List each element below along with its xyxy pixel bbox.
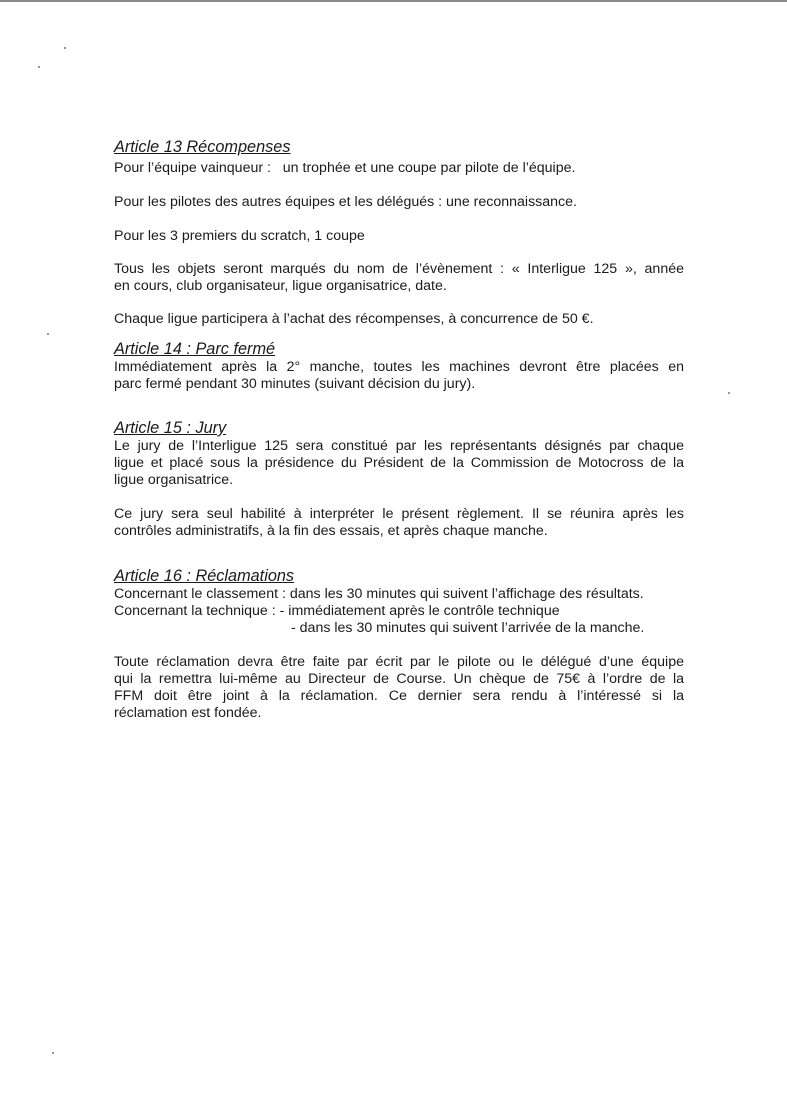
article-15-para-1-line-1: Le jury de l’Interligue 125 sera constitué par les représentants désignés par chaque [114, 438, 684, 454]
scan-speck [38, 66, 40, 68]
claim-technical-row [114, 603, 684, 620]
scan-speck [64, 47, 66, 49]
article-16-para-line-2: qui la remettra lui-même au Directeur de Course. Un chèque de 75€ à l’ordre de la [114, 671, 684, 687]
article-13-para-4-line-2: en cours, club organisateur, ligue organisatrice, date. [114, 278, 447, 294]
scan-top-edge [0, 0, 787, 2]
article-13-para-5: Chaque ligue participera à l’achat des récompenses, à concurrence de 50 €. [114, 311, 594, 327]
article-16-para-line-4: réclamation est fondée. [114, 705, 262, 721]
scan-speck [728, 392, 730, 394]
claim-technical-label: Concernant la technique : [114, 603, 276, 619]
article-15 [114, 419, 684, 540]
article-16-heading: Article 16 : Réclamations [114, 567, 295, 585]
article-14-heading: Article 14 : Parc fermé [114, 340, 276, 358]
claim-technical-text-1: - immédiatement après le contrôle technique [275, 603, 560, 619]
article-14-line-1: Immédiatement après la 2° manche, toutes les machines devront être placées en [114, 359, 684, 375]
article-16 [114, 567, 684, 722]
article-13-para-4-line-1: Tous les objets seront marqués du nom de l’évènement : « Interligue 125 », année [114, 261, 684, 277]
article-16-para-line-3: FFM doit être joint à la réclamation. Ce dernier sera rendu à l’intéressé si la [114, 688, 684, 704]
claim-ranking-label: Concernant le classement : [114, 586, 286, 602]
article-14-line-2: parc fermé pendant 30 minutes (suivant décision du jury). [114, 376, 476, 392]
article-13-para-1: Pour l’équipe vainqueur : un trophée et une coupe par pilote de l’équipe. [114, 160, 576, 176]
article-13-para-2: Pour les pilotes des autres équipes et les délégués : une reconnaissance. [114, 194, 577, 210]
claim-ranking-row [114, 586, 684, 603]
article-16-para-line-1: Toute réclamation devra être faite par écrit par le pilote ou le délégué d’une équipe [114, 654, 684, 670]
document-page [114, 138, 684, 722]
scan-speck [47, 333, 49, 335]
claim-technical-text-2: - dans les 30 minutes qui suivent l’arrivée de la manche. [291, 620, 645, 636]
scan-speck [52, 1052, 54, 1054]
claim-ranking-text: dans les 30 minutes qui suivent l’affichage des résultats. [285, 586, 644, 602]
article-15-heading: Article 15 : Jury [114, 419, 227, 437]
article-13 [114, 138, 684, 328]
article-13-para-3: Pour les 3 premiers du scratch, 1 coupe [114, 228, 365, 244]
article-15-para-1-line-2: ligue et placé sous la présidence du Président de la Commission de Motocross de la [114, 455, 684, 471]
article-15-para-2-line-1: Ce jury sera seul habilité à interpréter le présent règlement. Il se réunira après les [114, 506, 684, 522]
article-15-para-1-line-3: ligue organisatrice. [114, 472, 234, 488]
article-14 [114, 340, 684, 393]
article-15-para-2-line-2: contrôles administratifs, à la fin des essais, et après chaque manche. [114, 523, 548, 539]
article-13-heading: Article 13 Récompenses [114, 138, 291, 156]
